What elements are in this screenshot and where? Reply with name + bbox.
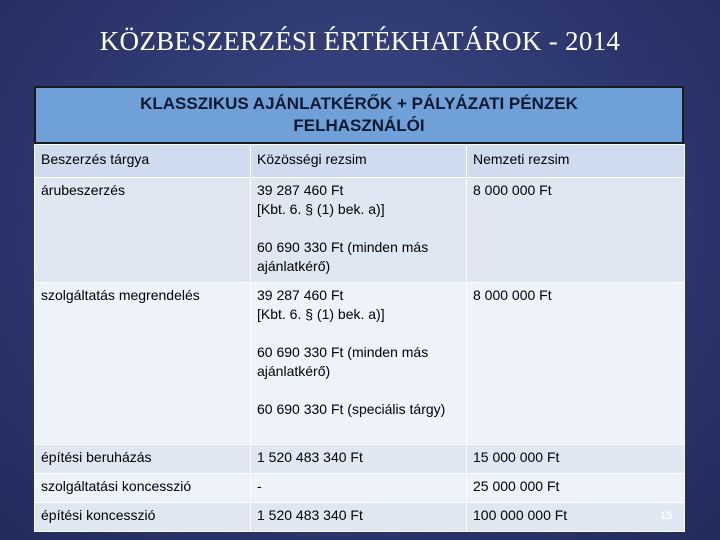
column-header-row [35, 145, 685, 178]
table-row [35, 503, 685, 532]
thresholds-table-container [34, 86, 684, 532]
community-reference: [Kbt. 6. § (1) bek. a)] [257, 201, 385, 217]
row-community [251, 283, 467, 445]
thresholds-table [34, 144, 685, 532]
row-subject: szolgáltatás megrendelés [35, 283, 251, 445]
community-value-other: 60 690 330 Ft (minden más ajánlatkérő) [257, 344, 429, 379]
slide-title: KÖZBESZERZÉSI ÉRTÉKHATÁROK - 2014 [99, 26, 621, 56]
table-row [35, 178, 685, 283]
row-subject: építési beruházás [35, 445, 251, 474]
row-community: - [251, 474, 467, 503]
row-national: 8 000 000 Ft [467, 283, 685, 445]
column-header-subject: Beszerzés tárgya [35, 145, 251, 178]
community-value-special: 60 690 330 Ft (speciális tárgy) [257, 401, 446, 417]
column-header-national: Nemzeti rezsim [467, 145, 685, 178]
row-national: 15 000 000 Ft [467, 445, 685, 474]
row-national: 100 000 000 Ft [467, 503, 685, 532]
table-row [35, 283, 685, 445]
row-community: 1 520 483 340 Ft [251, 503, 467, 532]
row-community: 1 520 483 340 Ft [251, 445, 467, 474]
row-subject: árubeszerzés [35, 178, 251, 283]
community-value: 39 287 460 Ft [257, 182, 344, 198]
table-header: KLASSZIKUS AJÁNLATKÉRŐK + PÁLYÁZATI PÉNZEK FELHASZNÁLÓI [34, 86, 684, 144]
column-header-community: Közösségi rezsim [251, 145, 467, 178]
row-community [251, 178, 467, 283]
table-row [35, 445, 685, 474]
table-row [35, 474, 685, 503]
slide-number: 15 [660, 510, 673, 522]
row-national: 25 000 000 Ft [467, 474, 685, 503]
community-reference: [Kbt. 6. § (1) bek. a)] [257, 306, 385, 322]
row-subject: építési koncesszió [35, 503, 251, 532]
row-national: 8 000 000 Ft [467, 178, 685, 283]
community-value: 39 287 460 Ft [257, 287, 344, 303]
row-subject: szolgáltatási koncesszió [35, 474, 251, 503]
community-value-other: 60 690 330 Ft (minden más ajánlatkérő) [257, 239, 429, 274]
